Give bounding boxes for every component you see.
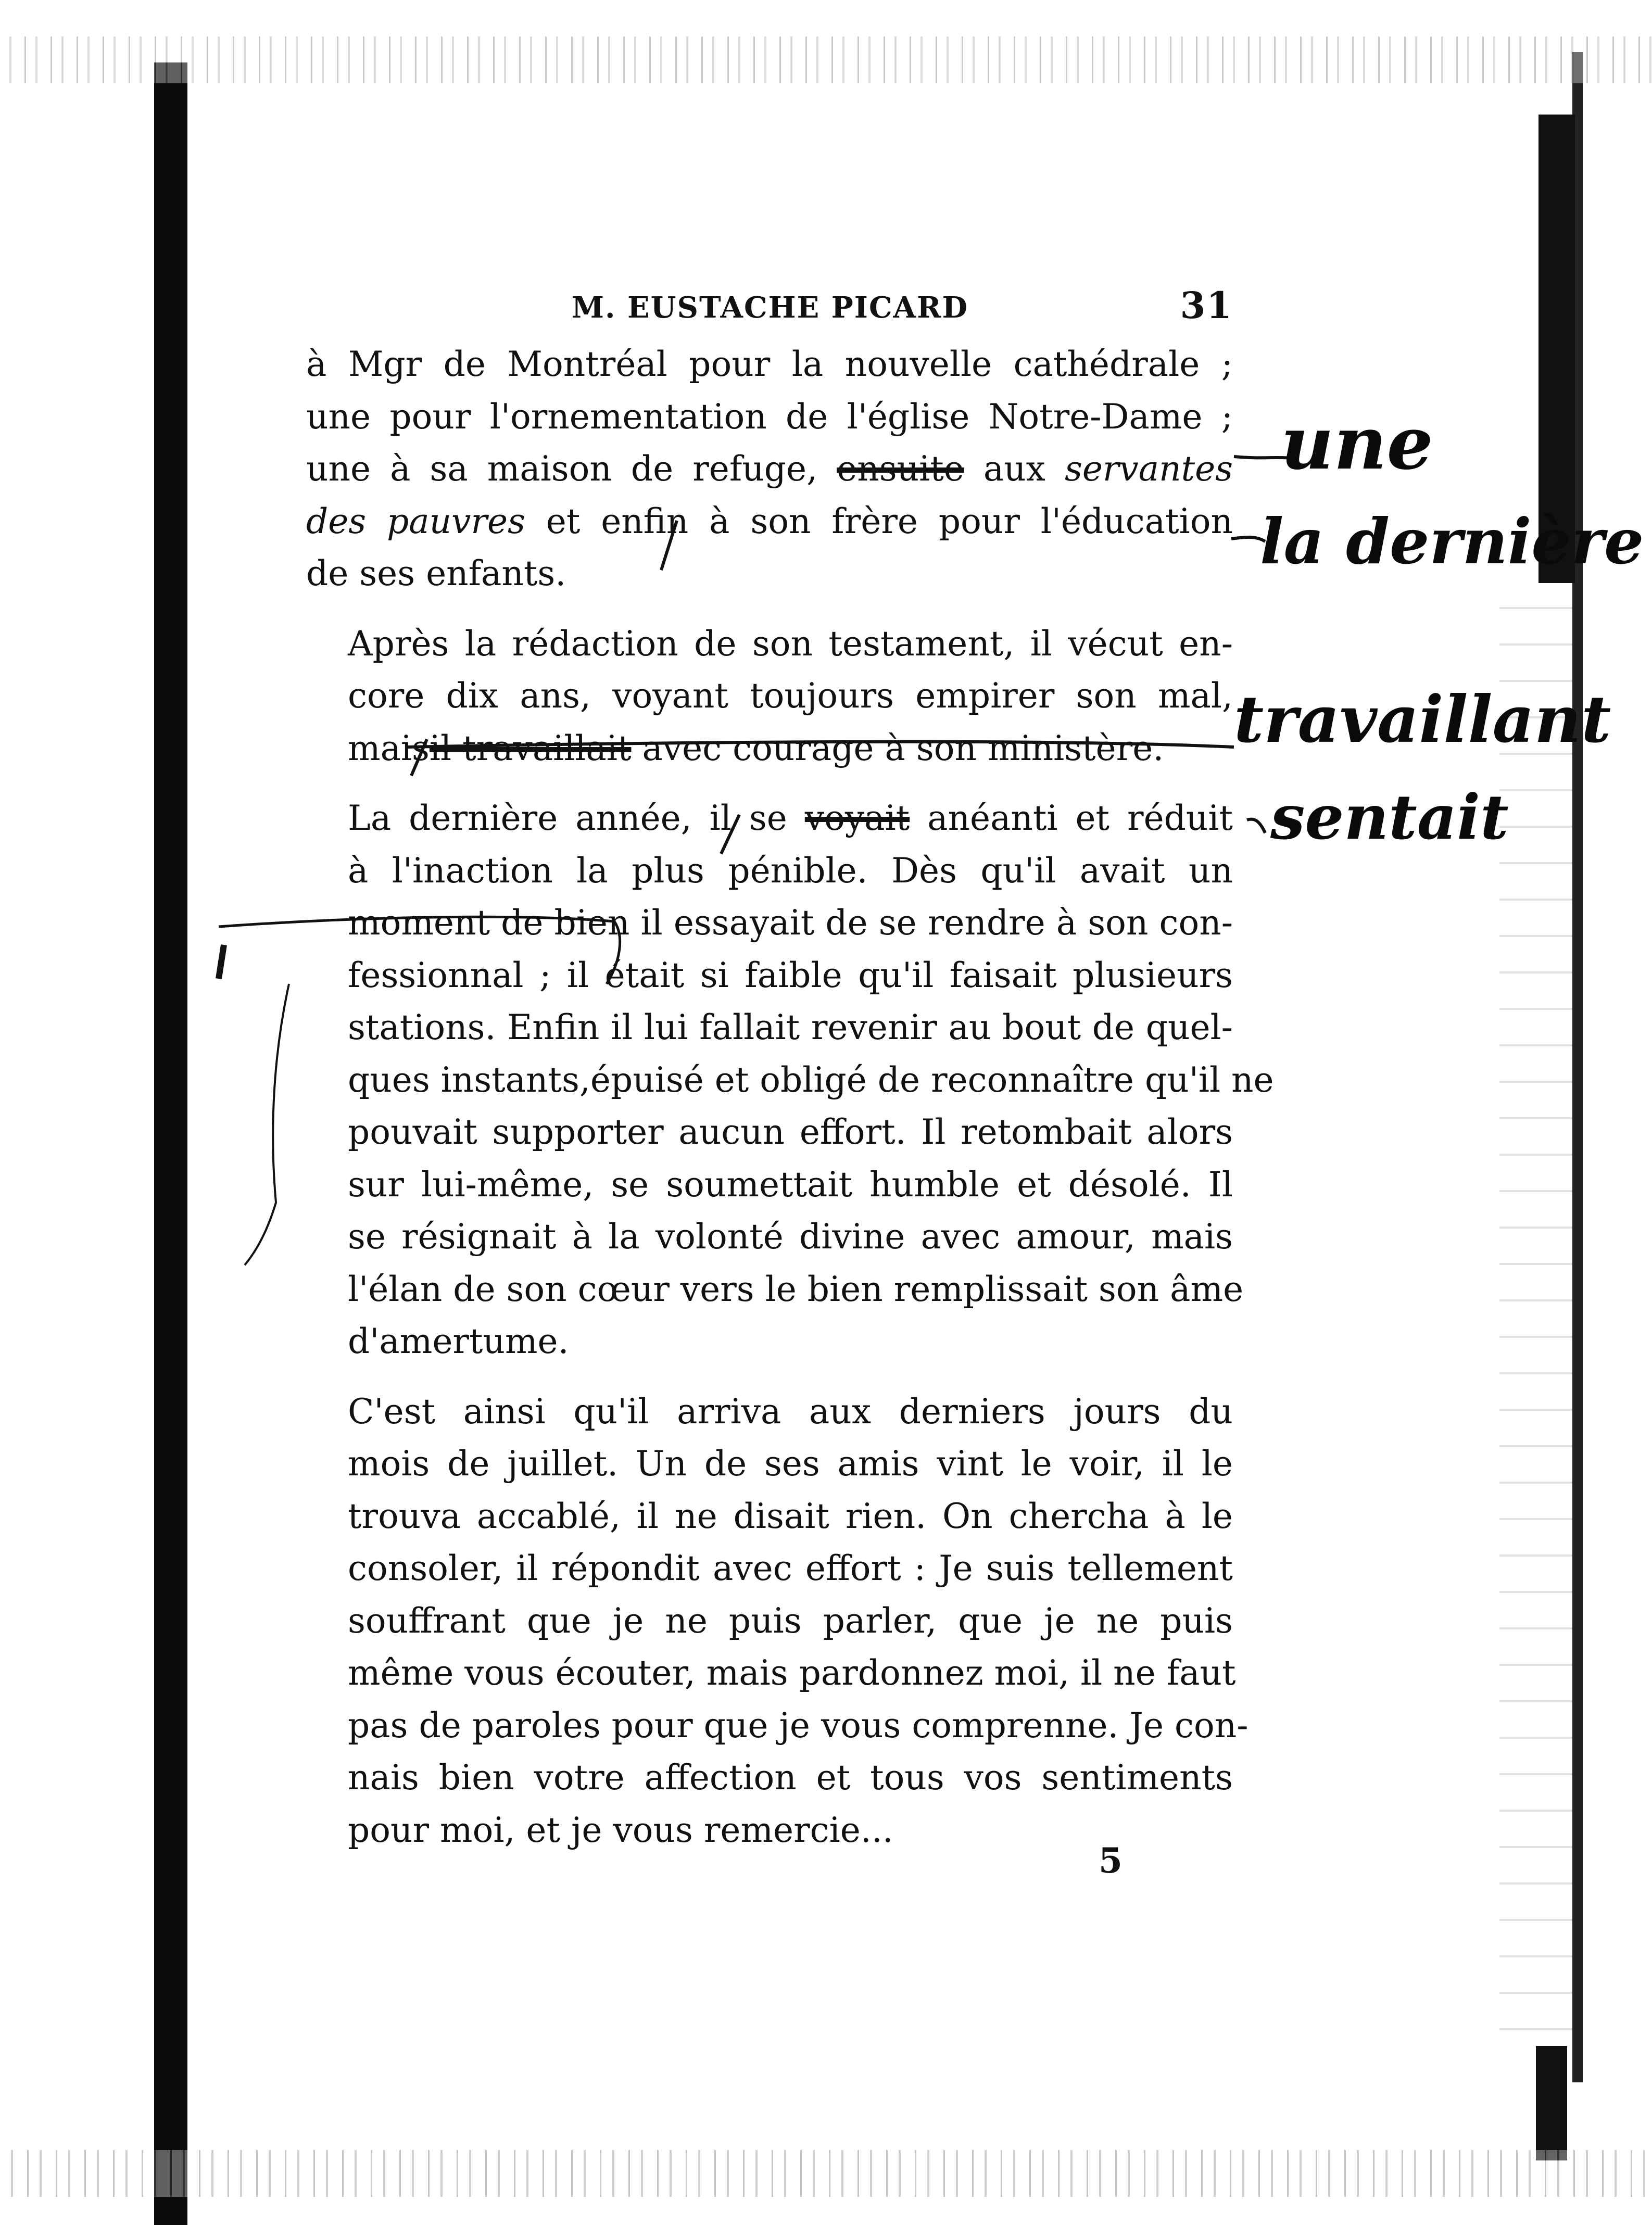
text-line: sur lui-même, se soumettait humble et désolé. Il [348,1164,1233,1205]
text-line: nais bien votre affection et tous vos sentiments [348,1758,1233,1798]
paragraph-2 [306,618,1233,775]
text-line: fessionnal ; il était si faible qu'il faisait plusieurs [348,955,1233,995]
top-scan-noise [0,36,1652,83]
text-line: mois de juillet. Un de ses amis vint le voir, il le [348,1444,1233,1484]
left-scan-edge [154,62,187,2225]
text-line: consoler, il répondit avec effort : Je suis tellement [348,1548,1233,1588]
text-line: La dernière année, il se voyait anéanti et réduit [348,798,1233,838]
paragraph-3 [306,792,1274,1368]
text-line: maisil travaillait avec courage à son ministère. [348,728,1164,768]
text-line: pour moi, et je vous remercie... [348,1810,893,1850]
annotation-arrow-sentait [1247,819,1265,833]
annotation-une: une [1281,401,1433,486]
bottom-scan-noise [0,2150,1652,2197]
annotation-sentait: sentait [1270,781,1509,853]
paragraph-1 [306,338,1233,600]
text-line: à Mgr de Montréal pour la nouvelle cathédrale ; [306,344,1233,384]
struck-word: voyait [804,798,910,838]
text-line: des pauvres et enfin à son frère pour l'éducation [306,501,1233,541]
page-body [306,281,1274,1856]
text-line: à l'inaction la plus pénible. Dès qu'il avait un [348,850,1233,891]
italic-text: servantes [1064,449,1233,489]
text-line: d'amertume. [348,1321,569,1361]
text-line: une pour l'ornementation de l'église Notre-Dame ; [306,396,1233,437]
paragraph-4 [306,1386,1249,1857]
struck-word: il travaillait [429,728,632,768]
struck-word: ensuite [837,449,964,489]
italic-text: des pauvres [306,501,525,541]
page-header [306,281,1233,338]
text-line: souffrant que je ne puis parler, que je ne puis [348,1600,1233,1641]
text-line: pas de paroles pour que je vous comprenne. Je con- [348,1705,1249,1746]
text-line: même vous écouter, mais pardonnez moi, il ne faut [348,1653,1236,1693]
text-line: de ses enfants. [306,553,566,593]
text-line: une à sa maison de refuge, ensuite aux servantes [306,449,1233,489]
text-line: core dix ans, voyant toujours empirer son mal, [348,676,1233,716]
text-line: ques instants,épuisé et obligé de reconnaître qu'il ne [348,1059,1274,1100]
text-line: C'est ainsi qu'il arriva aux derniers jours du [348,1391,1233,1432]
page-number: 31 [1180,284,1233,327]
text-line: stations. Enfin il lui fallait revenir au bout de quel- [348,1007,1233,1047]
text-line: se résignait à la volonté divine avec amour, mais [348,1217,1233,1257]
margin-bracket [245,984,289,1265]
text-line: pouvait supporter aucun effort. Il retombait alors [348,1112,1233,1152]
text-line: Après la rédaction de son testament, il vécut en- [348,623,1233,664]
right-scan-shadow-bottom [1536,2046,1567,2160]
signature-mark: 5 [1099,1840,1123,1881]
annotation-la-derniere: la dernière [1260,505,1644,578]
annotation-comma-stroke [219,945,224,979]
right-margin-noise [1499,599,1572,2046]
text-line: l'élan de son cœur vers le bien remplissait son âme [348,1269,1244,1309]
running-head: M. EUSTACHE PICARD [572,290,969,325]
text-line: trouva accablé, il ne disait rien. On chercha à le [348,1496,1233,1536]
annotation-travaillant: travaillant [1234,682,1611,757]
text-line: moment de bien il essayait de se rendre à son con- [348,903,1233,943]
